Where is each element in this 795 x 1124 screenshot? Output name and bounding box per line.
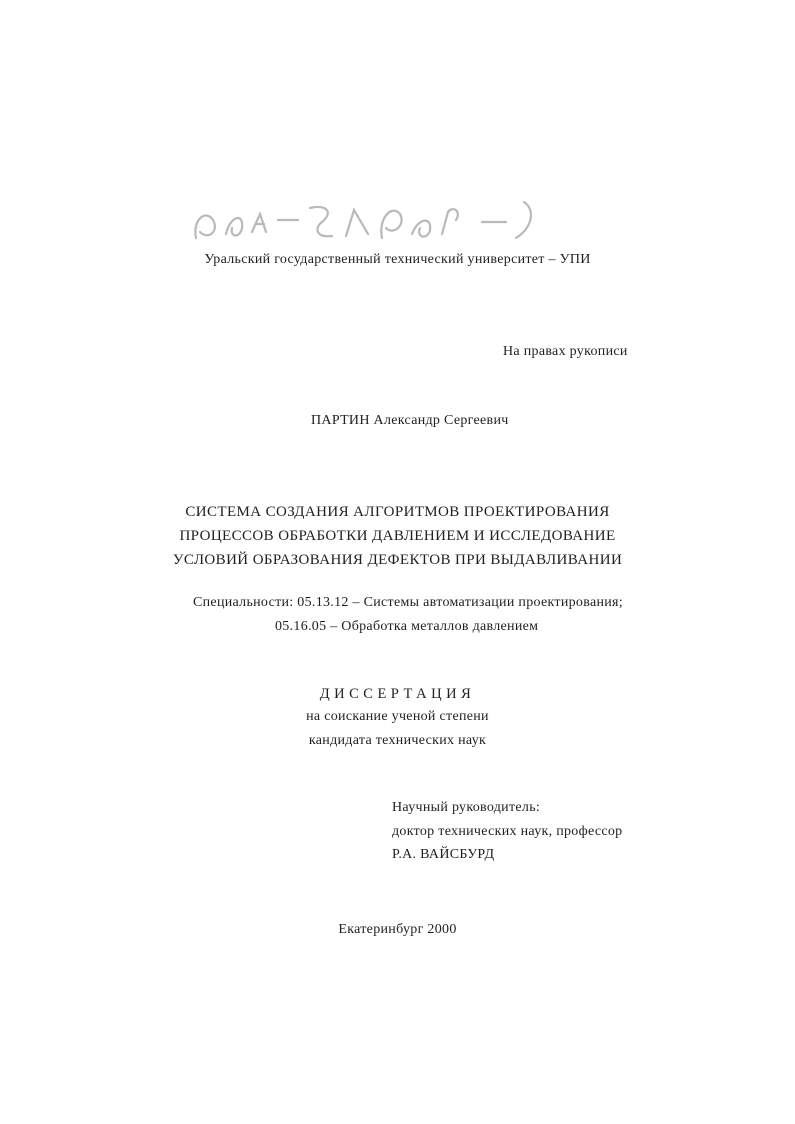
author-name: ПАРТИН Александр Сергеевич xyxy=(311,413,509,428)
title-line-1: СИСТЕМА СОЗДАНИЯ АЛГОРИТМОВ ПРОЕКТИРОВАНИЯ xyxy=(185,504,610,520)
specialties-line-1: Специальности: 05.13.12 – Системы автоматизации проектирования; xyxy=(193,595,623,610)
handwritten-library-mark xyxy=(186,188,556,250)
supervisor-degree: доктор технических наук, профессор xyxy=(392,824,623,839)
manuscript-note: На правах рукописи xyxy=(503,344,628,359)
supervisor-name: Р.А. ВАЙСБУРД xyxy=(392,847,495,862)
title-line-3: УСЛОВИЙ ОБРАЗОВАНИЯ ДЕФЕКТОВ ПРИ ВЫДАВЛИВАНИИ xyxy=(172,552,623,568)
specialties-line-2: 05.16.05 – Обработка металлов давлением xyxy=(275,619,539,634)
dissertation-heading: ДИССЕРТАЦИЯ xyxy=(319,686,476,702)
university-name: Уральский государственный технический университет – УПИ xyxy=(204,252,591,267)
place-year: Екатеринбург 2000 xyxy=(338,922,457,937)
degree-line-2: кандидата технических наук xyxy=(308,733,487,748)
degree-line-1: на соискание ученой степени xyxy=(306,709,489,724)
supervisor-label: Научный руководитель: xyxy=(392,800,541,815)
title-line-2: ПРОЦЕССОВ ОБРАБОТКИ ДАВЛЕНИЕМ И ИССЛЕДОВАНИЕ xyxy=(179,528,616,544)
dissertation-title xyxy=(0,500,795,572)
